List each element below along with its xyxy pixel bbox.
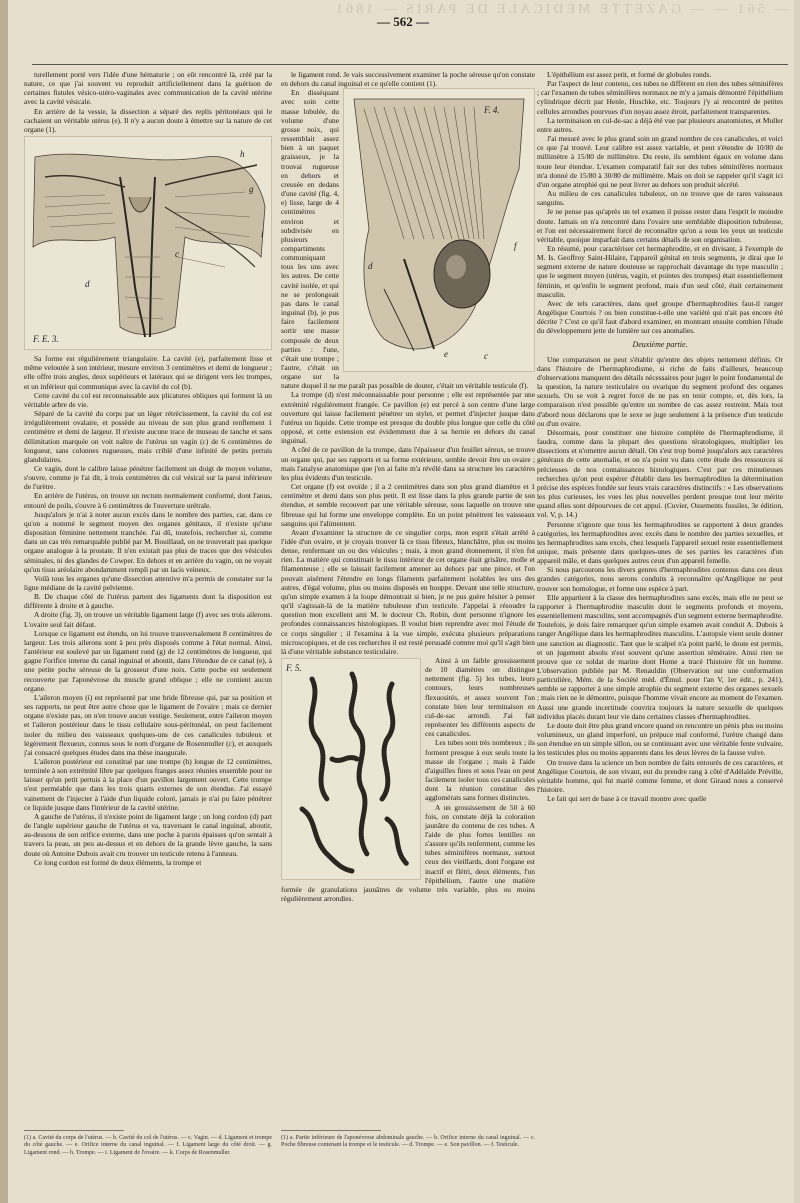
paragraph: Jusqu'alors je n'ai à noter aucun excès dans le nombre des parties, car, dans ce qu'on a nommé le segment moyen des organes génitaux, il n'existe qu'une disposition féminine nettement tranchée. J'ai dû, toutefois, rechercher si, comme dans un cas très remarquable publié par M. Bouillaud, on ne trouverait pas quelque organe analogue à la prostate. Il n'en existait pas plus de traces que des vésicules séminales, ni des glandes de Cowper. En dehors et en arrière du vagin, on ne voyait qu'un tissu aréolaire abondamment rempli par un lacis veineux. — [24, 509, 272, 574]
figure-5-label: F. 5. — [286, 663, 302, 673]
svg-text:d: d — [368, 261, 373, 272]
paragraph: Désormais, pour constituer une histoire complète de l'hermaphrodisme, il faudra, comme dans la plupart des questions tératologiques, multiplier les dissections et n'omettre aucun détail. On s'est trop borné jusqu'alors aux caractères généraux de cette anomalie, et on n'a point vu dans cette étude des ressources si précieuses de nos connaissances histologiques. C'est par ces minutieuses recherches qu'on peut espérer d'établir dans les hermaphrodites la détermination précise des espèces fondée sur leurs vrais caractères distinctifs : « Les observations les plus curieuses, les vues les plus nouvelles perdent presque tout leur mérite quand elles sont dépourvues de cet appui. (Cuvier, Ossements fossiles, 3e édition, vol. V, p. 14.) — [537, 427, 783, 520]
paragraph: En arrière de la vessie, la dissection a séparé des replis péritonéaux qui le cachaient un véritable utérus (e). Il n'y a aucun doute à émettre sur la nature de cet organe (1). — [24, 106, 272, 134]
figure-4-testicle — [343, 88, 535, 372]
paragraph: Si nous parcourons les divers genres d'hermaphrodites contenus dans ces deux grandes catégories, nous serons conduits à reconnaître qu'Angélique ne peut trouver son homologue, et forme une espèce à part. — [537, 565, 783, 593]
paragraph: Ce long cordon est formé de deux éléments, la trompe et — [34, 857, 202, 867]
paragraph: Avec de tels caractères, dans quel groupe d'hermaphrodites faut-il ranger Angélique Courtois ? ou bien constitue-t-elle une variété qui n'ait pas encore été décrite ? C'est ce qu'il faut d'abord examiner, en montrant ensuite combien l'étude du développement jette de lumière sur ces anomalies. — [537, 298, 783, 336]
paragraph: Le fait qui sert de base à ce travail montre avec quelle — [547, 794, 707, 804]
page-edge-shadow — [0, 0, 8, 1203]
paragraph: L'aileron moyen (i) est représenté par une bride fibreuse qui, par sa position et ses rapports, ne peut être autre chose que le ligament de l'ovaire ; mais ce dernier organe n'existe pas, on n'en trouve aucun vestige. Seulement, entre l'aileron moyen et l'aileron postérieur dans le tissu cellulaire sous-péritonéal, on peut facilement isoler du milieu des vaisseaux quelques-uns de ces canalicules tubuleux et légèrement flexueux, connus sous le nom d'organe de Rosenmuller (c), et auxquels j'ai consacré quelques études dans ma thèse inaugurale. — [24, 692, 272, 757]
bleed-through-header: — 561 — — GAZETTE MÉDICALE DE PARIS — 1861 — [333, 2, 788, 17]
paragraph: B. De chaque côté de l'utérus partent des ligaments dont la disposition est différente à droite et à gauche. — [24, 592, 272, 611]
paragraph: Lorsque ce ligament est étendu, on lui trouve transversalement 8 centimètres de largeur. Les trois ailerons sont à peu près disposés comme à l'état normal. Ainsi, l'antérieur est soulevé par un ligament rond (g) de 12 centimètres de longueur, qui gagne l'orifice interne du canal inguinal et aboutit, dans l'étendue de ce canal (e), à une petite poche séreuse de la grosseur d'une noix. Cette poche est seulement recouverte par l'aponévrose du muscle grand oblique ; elle ne contient aucun organe. — [24, 628, 272, 693]
paragraph: L'aileron postérieur est constitué par une trompe (h) longue de 12 centimètres, terminée à son extrémité libre par quelques franges assez réunies ensemble pour ne laisser qu'un petit pertuis à la place d'un pavillon largement ouvert. Cette trompe n'est perméable que dans les trois quarts externes de son étendue. J'ai essayé vainement de l'injecter à l'aide d'un liquide coloré, jamais je n'ai pu faire pénétrer ce liquide jusque dans l'intérieur de la cavité utérine. — [24, 756, 272, 812]
footnote-rule-left — [24, 1130, 124, 1131]
footnote-left: (1) a. Cavité du corps de l'utérus. — b. Cavité du col de l'utérus. — c. Vagin. — d. Ligament et trompe du côté gauche. — e. Orifice interne du canal inguinal. — f. Ligament large du côté droit. — g. Ligament rond. — h. Trompe. — i. Ligament de l'ovaire. — k. Corps de Rosenmuller. — [24, 1135, 272, 1156]
paragraph: Cette cavité du col est reconnaissable aux plicatures obliques qui forment là un véritable arbre de vie. — [24, 390, 272, 409]
paragraph: Les tubes sont très nombreux ; ils forment presque à eux seuls toute la masse de l'organe ; mais à l'aide d'aiguilles fines et sous l'eau on peut facilement isoler tous ces canalicules dont la réunion constitue des agglomérats sans formes distinctes. — [425, 738, 535, 803]
paragraph: En disséquant avec soin cette masse lobulée, du volume d'une grosse noix, qui ressemblait assez bien à un paquet graisseux, je la trouvai rugueuse en dehors et creusée en dedans d'une cavité (fig. 4, e) lisse, large de 4 centimètres environ et subdivisée en plusieurs compartiments communiquant tous les uns avec les autres. De cette cavité isolée, et qui ne se prolongeait pas dans le canal inguinal (b), je pus faire facilement sortir une masse composée de deux parties : l'une, c'était une trompe ; l'autre, c'était un organe sur la nature duquel il ne me paraît pas possible de douter, c'était un véritable testicule (f). — [281, 88, 529, 391]
testicle-illustration — [344, 89, 534, 371]
svg-text:c: c — [484, 351, 488, 362]
paragraph: Je ne pense pas qu'après un tel examen il puisse rester dans l'esprit le moindre doute. Jamais on n'a rencontré dans l'ovaire une semblable disposition tubuleuse, et l'on est nécessairement forcé de reconnaître qu'on a sous les yeux un testicule véritable, quoique imparfait dans certains détails de son organisation. — [537, 207, 783, 244]
paragraph: J'ai mesuré avec le plus grand soin un grand nombre de ces canalicules, et voici ce que j'ai trouvé. Leur calibre est assez variable, et peut s'étendre de 10/80 de millimètre à 15/80 de millimètre. Du reste, ils semblent égaux en volume dans toute leur étendue. L'examen comparatif fait sur des tubes séminifères normaux m'a donné de 15/80 à 30/80 de millimètre. Mais on doit se rappeler qu'il s'agit ici d'un organe atrophié qui ne peut livrer au dehors son produit sécrété. — [537, 134, 783, 189]
uterus-illustration — [25, 137, 271, 349]
paragraph: La trompe (d) n'est méconnaissable pour personne ; elle est représentée par une extrémité régulièrement frangée. Ce pavillon (e) est percé à son centre d'une large ouverture qui laisse facilement pénétrer un stylet, et permet d'injecter jusque dans l'utérus un liquide. Cette trompe est presque du double plus longue que celle du côté opposé, et cette extension est évidemment due à sa hernie en dehors du canal inguinal. — [281, 390, 535, 446]
paragraph: A gauche de l'utérus, il n'existe point de ligament large ; un long cordon (d) part de l'angle supérieur gauche de l'utérus et va, traversant le canal inguinal, aboutir, au-dessous de son orifice externe, dans une poche à parois épaisses qu'on sentait à travers la peau, un peu au-dessus et en dehors de la grande lèvre gauche, la sans doute où Antoine Dubois avait cru trouver un testicule retenu à l'anneau. — [24, 811, 272, 858]
paragraph: La terminaison en cul-de-sac a déjà été vue par plusieurs anatomistes, et Muller entre autres. — [537, 115, 783, 134]
paragraph: Sa forme est régulièrement triangulaire. La cavité (e), parfaitement lisse et même veloutée à son intérieur, mesure environ 3 centimètres et demi de longueur ; elle offre trois angles, deux supérieurs et latéraux qui se dirigent vers les trompes, et un inférieur qui communique avec la cavité du col (b). — [24, 354, 272, 391]
svg-text:h: h — [240, 149, 245, 160]
svg-text:i: i — [261, 229, 264, 240]
paragraph: En résumé, pour caractériser cet hermaphrodite, et en divisant, à l'exemple de M. Is. Geoffroy Saint-Hilaire, l'appareil génital en trois segments, je dirai que le segment externe de nature douteuse se rapprochait davantage du type masculin ; que le segment moyen (utérus, vagin, et pointes des trompes) était essentiellement féminin, et qu'enfin le segment profond, mais d'un seul côté, était certainement masculin. — [537, 243, 783, 299]
paragraph: Par l'aspect de leur contenu, ces tubes ne diffèrent en rien des tubes séminifères ; car l'examen de tubes séminifères normaux ne m'y a jamais démontré l'épithélium cylindrique décrit par Henle, Huschke, etc. Toujours j'y ai rencontré de petites cellules arrondies pourvues d'un noyau assez étroit, parfaitement transparentes. — [537, 79, 783, 116]
header-rule — [32, 64, 788, 65]
paragraph: En arrière de l'utérus, on trouve un rectum normalement conformé, dont l'anus, entouré de poils, s'ouvre à 6 centimètres de l'ouverture urétrale. — [24, 491, 272, 510]
svg-text:c: c — [175, 249, 179, 260]
page-number: — 562 — — [377, 14, 429, 29]
paragraph: le ligament rond. Je vais successivement examiner la poche séreuse qu'on constate en dehors du canal inguinal et ce qu'elle contient (1). — [281, 70, 535, 89]
paragraph: On trouve dans la science un bon nombre de faits entourés de ces caractères, et Angélique Courtois, de son vivant, eut du prendre rang à côté d'Adélaïde Préville, véritable homme, qui fut marié comme femme, et dont Giraud nous a conservé l'histoire. — [537, 757, 783, 795]
figure-3-uterus — [24, 136, 272, 350]
paragraph: Ainsi à un faible grossissement de 10 diamètres on distingue nettement (fig. 5) les tubes, leurs contours, leurs nombreuses flexuosités, et assez souvent l'on constate bien leur terminaison en cul-de-sac arrondi. J'ai fait représenter les différents aspects de ces canalicules. — [425, 656, 535, 739]
paragraph: A un grossissement de 50 à 60 fois, on constate déjà la coloration jaunâtre du contenu de ces tubes. A l'aide de plus fortes lentilles on s'assure qu'ils renferment, comme les tubes séminifères normaux, surtout ceux des vieillards, dont l'organe est inactif et flétri, deux éléments, l'un l'épithélium, l'autre une matière formée de granulations jaunâtres de volume très variable, plus ou moins régulièrement arrondies. — [281, 802, 535, 904]
column-middle — [281, 70, 535, 1170]
footnote-middle: (1) a. Partie inférieure de l'aponévrose abdominale gauche. — b. Orifice interne du canal inguinal. — c. Poche fibreuse contenant la trompe et le testicule. — d. Trompe. — e. Son pavillon. — f. Testicule. — [281, 1135, 535, 1149]
column-right — [537, 70, 783, 1200]
paragraph: A côté de ce pavillon de la trompe, dans l'épaisseur d'un feuillet séreux, se trouve un organe qui, par ses rapports et sa forme extérieure, semble devoir être un ovaire ; mais l'analyse anatomique que j'en ai faite m'a révélé dans sa structure les caractères les plus évidents d'un testicule. — [281, 445, 535, 482]
footnote-rule-middle — [281, 1130, 381, 1131]
section-title: Deuxième partie. — [632, 339, 688, 349]
paragraph: L'épithélium est assez petit, et formé de globules ronds. — [547, 70, 712, 79]
svg-text:d: d — [85, 279, 90, 290]
svg-text:f: f — [514, 241, 517, 252]
paragraph: Une comparaison ne peut s'établir qu'entre des objets nettement définis. Or dans l'histoire de l'hermaphrodisme, si riche de faits d'ailleurs, beaucoup d'observations manquent des détails nécessaires pour juger le point fondamental de la question, la nature testiculaire ou ovarique du segment profond des organes sexuels. On se voit à regret forcé de ne pas en tenir compte, et, dès lors, la comparaison n'est possible qu'entre un nombre de cas assez restreint. Mais tout d'abord nous déclarons que le sexe se juge seulement à la présence d'un testicule ou d'un ovaire. — [537, 354, 783, 428]
paragraph: A droite (fig. 3), on trouve un véritable ligament large (f) avec ses trois ailerons. L'ovaire seul fait défaut. — [24, 610, 272, 629]
svg-text:e: e — [444, 349, 448, 360]
svg-text:g: g — [249, 184, 254, 195]
figure-4-label: F. 4. — [484, 105, 500, 116]
tubules-illustration — [282, 659, 420, 879]
paragraph: Ce vagin, dont le calibre laisse pénétrer facilement un doigt de moyen volume, s'ouvre, comme je l'ai dit, à trois centimètres du col vésical sur la paroi inférieure de l'urètre. — [24, 463, 272, 492]
paragraph: turellement porté vers l'idée d'une hématurie ; on eût rencontré là, créé par la nature, ce que j'ai souvent vu reproduit artificiellement dans la guérison de certaines fistules vésico-utéro-vaginales avec communication de la cavité utérine avec la cavité vésicale. — [24, 70, 272, 107]
paragraph: Cet organe (f) est ovoïde ; il a 2 centimètres dans son plus grand diamètre et 1 centimètre et demi dans son plus petit. Il est lisse dans la plus grande partie de son étendue, et semble recouvert par une véritable séreuse, sous laquelle on trouve une fibreuse qui lui forme une enveloppe complète. En un point pénètrent les vaisseaux sanguins qui l'alimentent. — [281, 482, 535, 528]
paragraph: Le doute doit être plus grand encore quand on rencontre un pénis plus ou moins volumineux, un gland imperforé, un prépuce mal conformé, l'urètre changé dans son étendue en un simple sillon, ou se continuant avec une véritable fente vulvaire, les testicules plus ou moins apparents dans les deux lèvres de la fausse vulve. — [537, 720, 783, 758]
figure-3-label: F. E. 3. — [33, 334, 59, 345]
paragraph: Personne n'ignore que tous les hermaphrodites se rapportent à deux grandes catégories, les hermaphrodites avec excès dans le nombre des parties sexuelles, et les hermaphrodites sans excès, chez lesquels l'appareil sexuel reste essentiellement unique, mais présente dans quelques-unes de ses parties les caractères d'un appareil mâle, et dans quelques autres ceux d'un appareil femelle. — [537, 519, 783, 566]
paragraph: Elle appartient à la classe des hermaphrodites sans excès, mais elle ne peut se rapporter à l'hermaphrodite masculin dont le segments profonds et moyens, essentiellement masculins, sont accompagnés d'un segment externe hermaphrodite. Toutefois, je dois faire remarquer qu'un simple examen avait conduit A. Dubois à ranger Angélique dans les hermaphrodites masculins. L'autopsie vient seule donner une sanction au diagnostic. Tant que le scalpel n'a point parlé, le doute est permis, et un jugement absolu n'est souvent qu'une assertion téméraire. Ainsi rien ne prouve que ce soldat de marine dont Home a tracé l'histoire fût un homme. L'observation publiée par M. Renauldin (Observation sur une conformation particulière, Mém. de la Société méd. d'Émul. pour l'an V, 1er édit., p. 241), semble se rapporter à une simple atrophie du segment externe des organes sexuels ; mais rien ne le démontre, puisque l'homme vivait encore au moment de l'examen. Aussi une grande incertitude couvrira toujours la nature sexuelle de quelques individus placés durant leur vie dans certaines classes d'hermaphrodites. — [537, 592, 783, 721]
figure-5-tubules — [281, 658, 421, 880]
column-left — [24, 70, 272, 1170]
paragraph: Séparé de la cavité du corps par un léger rétrécissement, la cavité du col est irrégulièrement ovalaire, et possède au niveau de son plus grand renflement 1 centimètre et demi de largeur. Il n'existe aucune trace de museau de tanche et sans délimitation marquée on voit naître de l'utérus un vagin (c) de 6 centimètres de longueur, sans colonnes rugueuses, mais criblé d'une infinité de petits pertuis glandulaires. — [24, 409, 272, 464]
paragraph: Voilà tous les organes qu'une dissection attentive m'a permis de constater sur la ligne médiane de la cavité pelvienne. — [24, 573, 272, 592]
paragraph: Au milieu de ces canalicules tubuleux, on ne trouve que de rares vaisseaux sanguins. — [537, 189, 783, 208]
paragraph: Avant d'examiner la structure de ce singulier corps, mon esprit s'était arrêté à l'idée d'un ovaire, et je croyais trouver là ce tissu fibreux, blanchâtre, plus ou moins dense, renfermant un ou des vésicules ; mais, à mon grand étonnement, il n'en fut rien. La matière qui constituait le tissu intérieur de cet organe était grisâtre, molle et filamenteuse ; elle se laissait facilement amener au dehors par une pince, et l'on pouvait aisément l'étendre en longs filaments parfaitement isolables les uns des autres, d'égal volume, plus ou moins disposés en houppe. Devant une telle structure, qu'un simple examen à la loupe démontrait si bien, je ne pus guère hésiter à penser qu'il s'agissait-là de la matière tubuleuse d'un testicule. J'appelai à résoudre la question mon excellent ami M. le docteur Ch. Robin, dont personne n'ignore les profondes connaissances histologiques. Il voulut bien reprendre avec moi l'étude de ce corps singulier ; il l'examina à la vue simple, exécuta plusieurs préparations microscopiques, et de ces recherches il est resté persuadé comme moi qu'il s'agit bien là d'une véritable substance testiculaire. — [281, 527, 535, 656]
